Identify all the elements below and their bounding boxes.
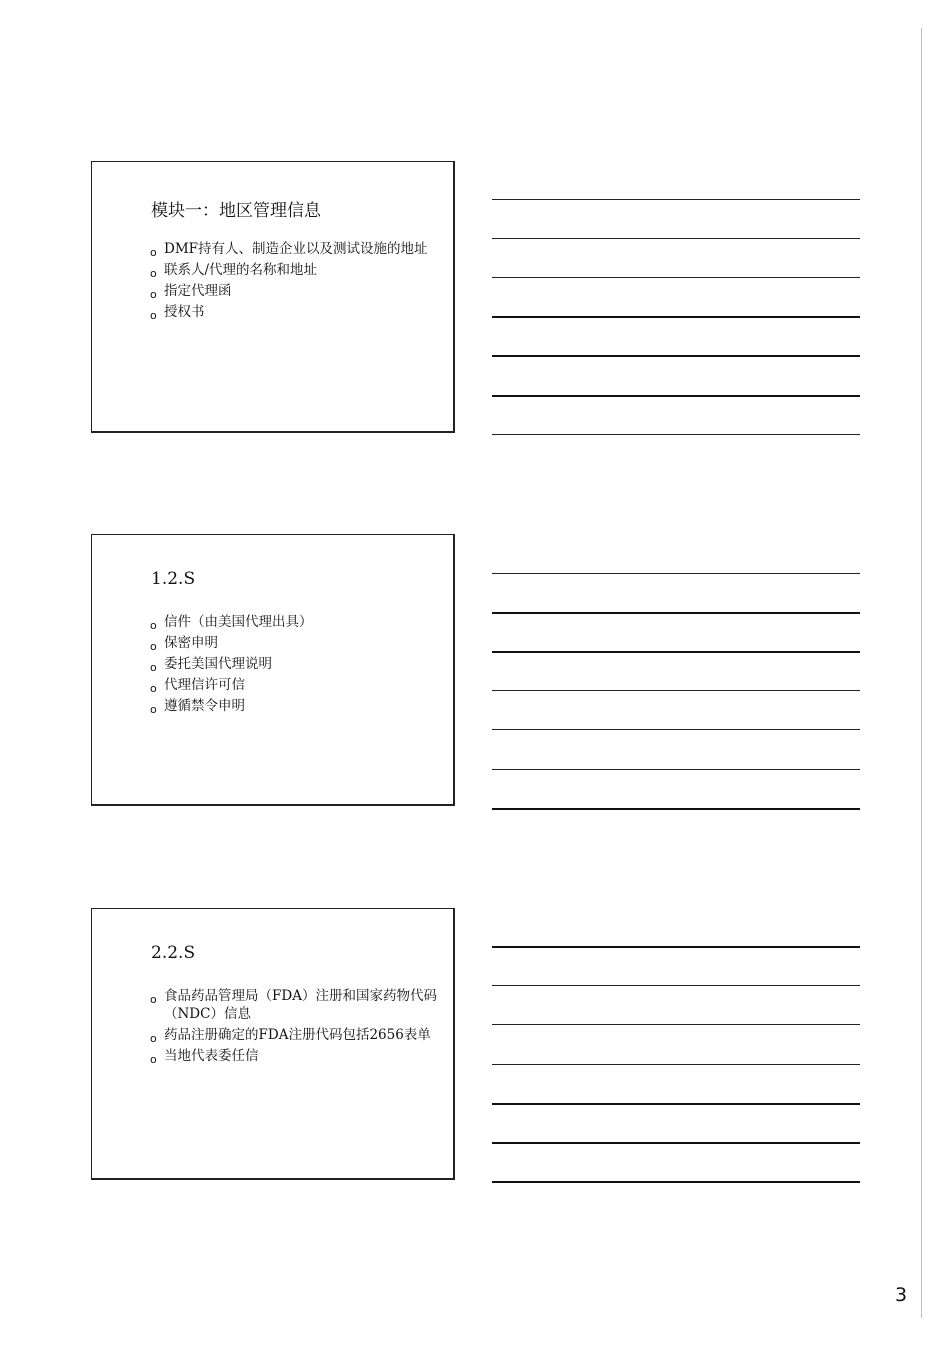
bullet-list — [150, 613, 440, 718]
note-line — [492, 573, 860, 574]
bullet-item — [150, 676, 440, 694]
bullet-item — [150, 303, 440, 321]
note-line — [492, 985, 860, 986]
bullet-text: 食品药品管理局（FDA）注册和国家药物代码（NDC）信息 — [164, 988, 437, 1022]
bullet-text: 药品注册确定的FDA注册代码包括2656表单 — [164, 1027, 431, 1043]
bullet-text: 保密申明 — [164, 635, 218, 651]
bullet-item — [150, 1047, 440, 1065]
bullet-marker: o — [150, 288, 157, 301]
bullet-text: 指定代理函 — [164, 283, 232, 299]
slide-3 — [91, 908, 455, 1180]
note-line — [492, 1064, 860, 1065]
bullet-text: 遵循禁令申明 — [164, 698, 245, 714]
slide-title: 2.2.S — [151, 943, 196, 963]
bullet-list — [150, 240, 440, 324]
note-line — [492, 395, 860, 397]
bullet-text: 联系人/代理的名称和地址 — [164, 262, 318, 278]
bullet-item — [150, 261, 440, 279]
note-line — [492, 651, 860, 653]
note-line — [492, 1024, 860, 1025]
bullet-marker: o — [150, 703, 157, 716]
bullet-text: 授权书 — [164, 304, 205, 320]
bullet-marker: o — [150, 246, 157, 259]
note-line — [492, 316, 860, 318]
note-line — [492, 946, 860, 948]
bullet-item — [150, 697, 440, 715]
note-line — [492, 199, 860, 200]
note-line — [492, 238, 860, 239]
bullet-item — [150, 282, 440, 300]
bullet-text: 当地代表委任信 — [164, 1048, 259, 1064]
bullet-marker: o — [150, 1053, 157, 1066]
slide-2 — [91, 534, 455, 806]
page-margin-rule — [921, 28, 922, 1318]
bullet-text: 信件（由美国代理出具） — [164, 614, 313, 630]
note-line — [492, 808, 860, 810]
note-line — [492, 277, 860, 278]
bullet-marker: o — [150, 619, 157, 632]
slide-title: 1.2.S — [151, 569, 196, 589]
slide-1 — [91, 161, 455, 433]
bullet-marker: o — [150, 993, 157, 1006]
note-line — [492, 355, 860, 357]
bullet-item — [150, 987, 440, 1023]
note-line — [492, 690, 860, 691]
bullet-text: 代理信许可信 — [164, 677, 245, 693]
bullet-marker: o — [150, 682, 157, 695]
bullet-marker: o — [150, 309, 157, 322]
bullet-text: DMF持有人、制造企业以及测试设施的地址 — [164, 241, 428, 257]
bullet-list — [150, 987, 440, 1068]
slide-title: 模块一：地区管理信息 — [151, 201, 321, 221]
note-line — [492, 729, 860, 730]
note-line — [492, 612, 860, 614]
note-line — [492, 769, 860, 770]
note-line — [492, 1181, 860, 1183]
bullet-text: 委托美国代理说明 — [164, 656, 272, 672]
bullet-item — [150, 240, 440, 258]
note-line — [492, 1103, 860, 1105]
bullet-marker: o — [150, 640, 157, 653]
bullet-item — [150, 613, 440, 631]
note-line — [492, 434, 860, 435]
bullet-marker: o — [150, 267, 157, 280]
page-number: 3 — [895, 1284, 908, 1306]
bullet-marker: o — [150, 661, 157, 674]
bullet-marker: o — [150, 1032, 157, 1045]
note-line — [492, 1142, 860, 1144]
bullet-item — [150, 655, 440, 673]
bullet-item — [150, 1026, 440, 1044]
bullet-item — [150, 634, 440, 652]
